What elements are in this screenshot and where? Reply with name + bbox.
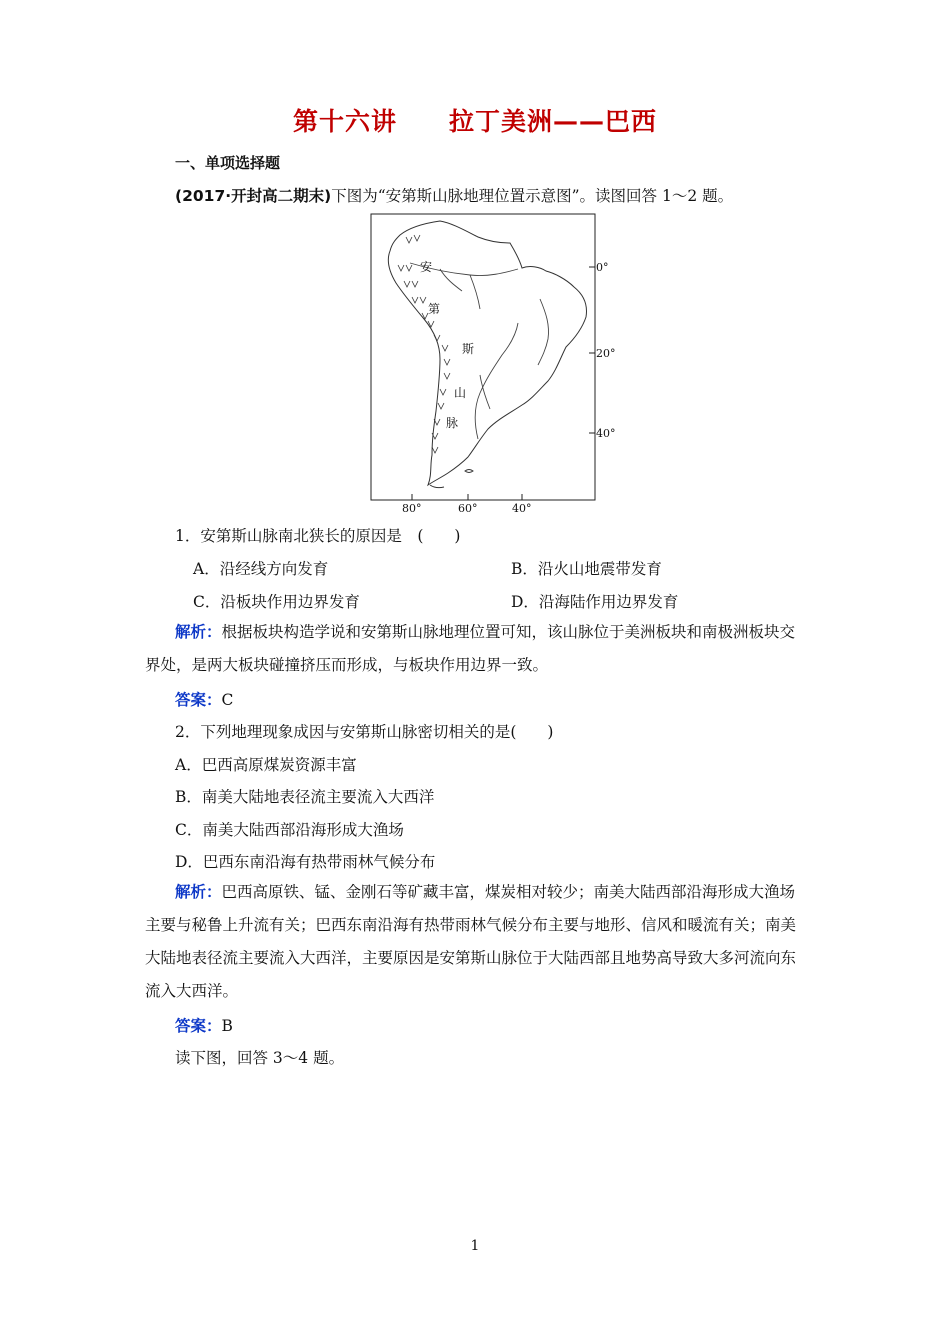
map-label-an: 安 xyxy=(420,260,433,274)
lon-label-60: 60° xyxy=(458,502,478,513)
latitude-ticks xyxy=(589,267,595,433)
lat-label-40: 40° xyxy=(596,427,616,440)
intro-source: (2017·开封高二期末) xyxy=(175,187,332,205)
q2-option-a: A．巴西高原煤炭资源丰富 xyxy=(175,756,357,774)
lon-label-80: 80° xyxy=(402,502,422,513)
sao-francisco-river xyxy=(538,299,549,365)
q1-answer-value: C xyxy=(221,691,234,709)
section-heading: 一、单项选择题 xyxy=(175,154,281,172)
continent-outline xyxy=(388,221,586,485)
q1-option-c: C．沿板块作用边界发育 xyxy=(193,593,360,611)
longitude-ticks xyxy=(412,494,522,500)
q1-answer-label: 答案： xyxy=(175,691,222,709)
q2-stem: 2．下列地理现象成因与安第斯山脉密切相关的是( ) xyxy=(175,723,554,741)
lon-label-40: 40° xyxy=(512,502,532,513)
q1-answer xyxy=(175,688,233,710)
falkland-islands xyxy=(465,470,473,473)
q2-answer-value: B xyxy=(221,1017,233,1035)
q2-analysis-text: 巴西高原铁、锰、金刚石等矿藏丰富，煤炭相对较少；南美大陆西部沿海形成大渔场主要与秘鲁上升流有关；巴西东南沿海有热带雨林气候分布主要与地形、信风和暖流有关；南美大陆地表径流主要流入大西洋，主要原因是安第斯山脉位于大陆西部且地势高导致大多河流向东流入大西洋。 xyxy=(145,883,797,1000)
q1-option-d: D．沿海陆作用边界发育 xyxy=(511,593,679,611)
lat-label-20: 20° xyxy=(596,347,616,360)
q2-answer-label: 答案： xyxy=(175,1017,222,1035)
q2-analysis xyxy=(145,876,810,1008)
q1-stem: 1．安第斯山脉南北狭长的原因是 ( ) xyxy=(175,527,461,545)
q2-option-c: C．南美大陆西部沿海形成大渔场 xyxy=(175,821,404,839)
q2-analysis-label: 解析： xyxy=(175,883,222,901)
q2-answer xyxy=(175,1014,233,1036)
q1-analysis-label: 解析： xyxy=(175,623,222,641)
q1-option-b: B．沿火山地震带发育 xyxy=(511,560,662,578)
page-number: 1 xyxy=(470,1238,480,1254)
map-label-si: 斯 xyxy=(462,342,475,356)
q1-analysis xyxy=(145,616,810,682)
tierra-del-fuego xyxy=(430,485,444,488)
intro-text: 下图为“安第斯山脉地理位置示意图”。读图回答 1～2 题。 xyxy=(331,187,734,205)
map-label-shan: 山 xyxy=(454,386,467,400)
q1-option-a: A．沿经线方向发育 xyxy=(193,560,329,578)
next-instruction: 读下图，回答 3～4 题。 xyxy=(175,1049,345,1067)
q2-option-b: B．南美大陆地表径流主要流入大西洋 xyxy=(175,788,435,806)
map-label-di: 第 xyxy=(428,302,441,316)
page-title: 第十六讲 拉丁美洲——巴西 xyxy=(292,107,657,136)
lat-label-0: 0° xyxy=(596,261,609,274)
andes-map xyxy=(370,213,625,513)
intro-line xyxy=(175,184,733,206)
q1-analysis-text: 根据板块构造学说和安第斯山脉地理位置可知，该山脉位于美洲板块和南极洲板块交界处，是两大板块碰撞挤压而形成，与板块作用边界一致。 xyxy=(145,623,796,674)
map-label-mai: 脉 xyxy=(446,416,459,430)
q2-option-d: D．巴西东南沿海有热带雨林气候分布 xyxy=(175,853,436,871)
